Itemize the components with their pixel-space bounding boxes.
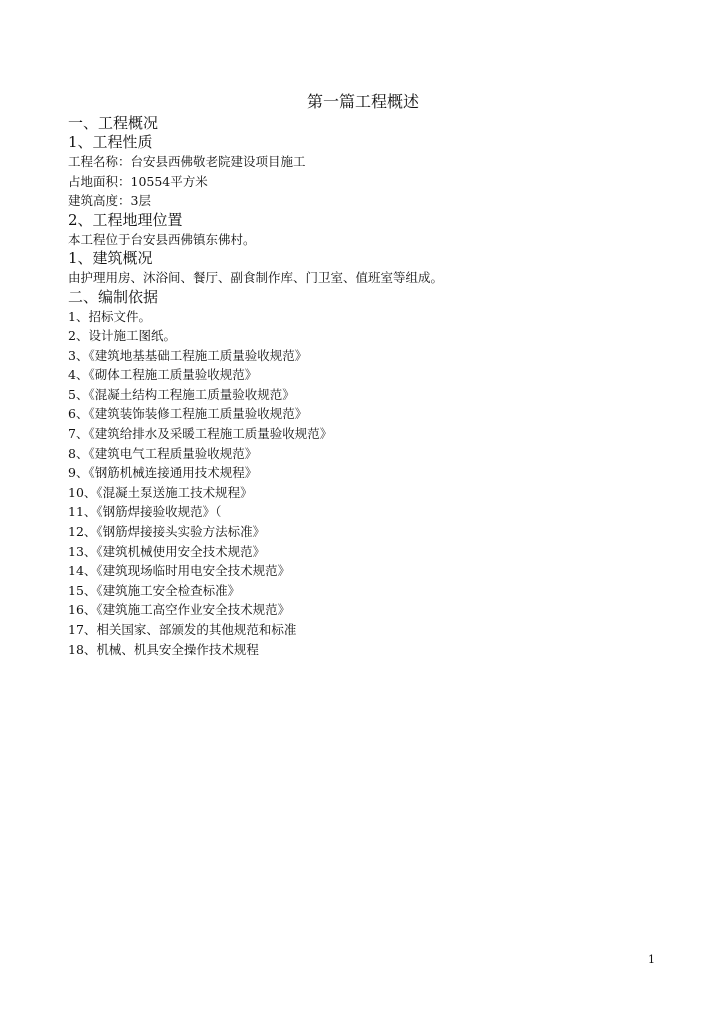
list-item: 15、《建筑施工安全检查标准》	[68, 582, 241, 598]
list-item: 14、《建筑现场临时用电安全技术规范》	[68, 563, 291, 579]
list-item: 7、《建筑给排水及采暖工程施工质量验收规范》	[68, 426, 333, 442]
list-item: 16、《建筑施工高空作业安全技术规范》	[68, 602, 291, 618]
page-number: 1	[648, 953, 655, 966]
location-line: 本工程位于台安县西佛镇东佛村。	[68, 231, 256, 247]
list-item: 3、《建筑地基基础工程施工质量验收规范》	[68, 347, 308, 363]
list-item: 17、相关国家、部颁发的其他规范和标准	[68, 622, 297, 637]
list-item: 13、《建筑机械使用安全技术规范》	[68, 543, 266, 559]
document-title: 第一篇工程概述	[306, 92, 419, 111]
list-item: 8、《建筑电气工程质量验收规范》	[68, 445, 258, 461]
building-height-line: 建筑高度：3层	[68, 193, 151, 208]
basis-list	[68, 307, 668, 660]
list-item: 5、《混凝土结构工程施工质量验收规范》	[68, 386, 295, 402]
list-item: 2、设计施工图纸。	[68, 328, 176, 344]
building-composition-line: 由护理用房、沐浴间、餐厅、副食制作库、门卫室、值班室等组成。	[68, 270, 444, 285]
project-name-line: 工程名称：台安县西佛敬老院建设项目施工	[68, 154, 306, 169]
subsection-heading-location: 2、工程地理位置	[68, 210, 183, 229]
list-item: 4、《砌体工程施工质量验收规范》	[68, 367, 258, 383]
list-item: 11、《钢筋焊接验收规范》（	[68, 504, 222, 520]
section-heading-basis: 二、编制依据	[68, 287, 159, 306]
list-item: 9、《钢筋机械连接通用技术规程》	[68, 465, 258, 481]
site-area-line: 占地面积：10554平方米	[68, 173, 208, 189]
list-item: 12、《钢筋焊接接头实验方法标准》	[68, 524, 266, 540]
list-item: 18、机械、机具安全操作技术规程	[68, 641, 259, 657]
document-content	[68, 92, 668, 659]
list-item: 1、招标文件。	[68, 308, 151, 324]
section-heading-overview: 一、工程概况	[68, 114, 159, 132]
subsection-heading-building: 1、建筑概况	[68, 249, 153, 267]
list-item: 6、《建筑装饰装修工程施工质量验收规范》	[68, 406, 308, 422]
list-item: 10、《混凝土泵送施工技术规程》	[68, 484, 253, 500]
subsection-heading-nature: 1、工程性质	[68, 133, 153, 151]
